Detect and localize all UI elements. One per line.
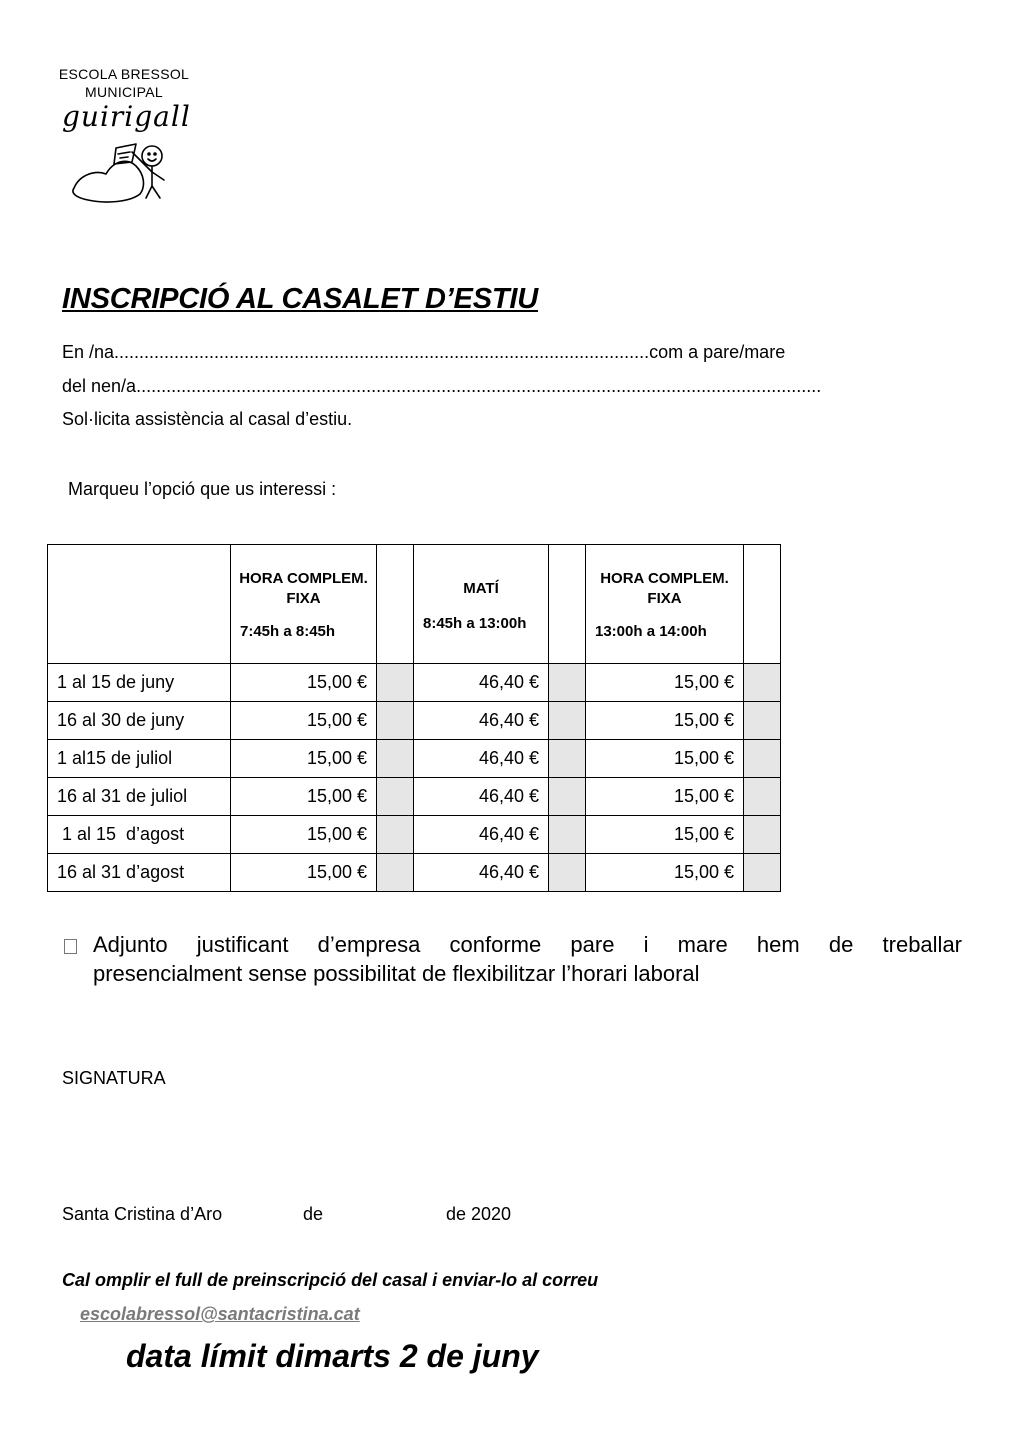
early-option-checkbox[interactable]	[377, 702, 414, 740]
parent-name-line: En /na...........................................................................................................com a pare/mare	[62, 342, 786, 362]
period-cell: 1 al 15 de juny	[48, 664, 231, 702]
table-row	[48, 702, 781, 740]
early-option-checkbox[interactable]	[377, 778, 414, 816]
morning-option-checkbox[interactable]	[549, 664, 586, 702]
child-name-line: del nen/a.........................................................................................................................................	[62, 376, 822, 396]
late-price-cell: 15,00 €	[586, 854, 744, 892]
morning-option-checkbox[interactable]	[549, 740, 586, 778]
instruction-line: Marqueu l’opció que us interessi :	[68, 479, 337, 499]
employer-proof-text-line1: Adjunto justificant d’empresa conforme pare i mare hem de treballar	[93, 932, 962, 957]
logo-script-name: guirigall	[62, 100, 191, 133]
place-text: Santa Cristina d’Aro	[62, 1204, 223, 1224]
late-option-checkbox[interactable]	[744, 816, 781, 854]
header-morning-title: MATÍ	[463, 580, 499, 597]
table-row	[48, 816, 781, 854]
early-price-cell: 15,00 €	[231, 778, 377, 816]
table-row	[48, 778, 781, 816]
early-price-cell: 15,00 €	[231, 854, 377, 892]
early-price-cell: 15,00 €	[231, 702, 377, 740]
late-price-cell: 15,00 €	[586, 664, 744, 702]
header-checkbox-cell	[744, 545, 781, 664]
employer-proof-text-line2: presencialment sense possibilitat de flexibilitzar l’horari laboral	[93, 961, 700, 986]
header-late-time: 13:00h a 14:00h	[595, 623, 707, 640]
header-early-time: 7:45h a 8:45h	[240, 623, 336, 640]
employer-proof-option	[62, 930, 962, 988]
date-year-text: de 2020	[446, 1204, 512, 1224]
period-cell: 1 al15 de juliol	[48, 740, 231, 778]
early-option-checkbox[interactable]	[377, 816, 414, 854]
header-empty-cell	[48, 545, 231, 664]
table-row	[48, 854, 781, 892]
header-early	[231, 545, 377, 664]
employer-proof-checkbox[interactable]	[64, 939, 77, 954]
morning-option-checkbox[interactable]	[549, 702, 586, 740]
header-early-title: HORA COMPLEM. FIXA	[239, 570, 368, 607]
period-cell: 16 al 31 d’agost	[48, 854, 231, 892]
morning-option-checkbox[interactable]	[549, 778, 586, 816]
logo-municipal: MUNICIPAL	[85, 84, 163, 100]
late-price-cell: 15,00 €	[586, 816, 744, 854]
late-option-checkbox[interactable]	[744, 854, 781, 892]
morning-price-cell: 46,40 €	[414, 778, 549, 816]
header-morning-time: 8:45h a 13:00h	[423, 615, 527, 632]
morning-price-cell: 46,40 €	[414, 664, 549, 702]
late-option-checkbox[interactable]	[744, 702, 781, 740]
late-option-checkbox[interactable]	[744, 740, 781, 778]
logo-child-drawing-icon	[66, 130, 176, 206]
late-option-checkbox[interactable]	[744, 778, 781, 816]
early-price-cell: 15,00 €	[231, 740, 377, 778]
signature-label: SIGNATURA	[62, 1068, 166, 1088]
early-option-checkbox[interactable]	[377, 854, 414, 892]
logo-school-name: ESCOLA BRESSOL	[58, 66, 190, 82]
morning-price-cell: 46,40 €	[414, 740, 549, 778]
table-row	[48, 740, 781, 778]
period-cell: 16 al 31 de juliol	[48, 778, 231, 816]
morning-price-cell: 46,40 €	[414, 816, 549, 854]
email-link[interactable]: escolabressol@santacristina.cat	[80, 1304, 360, 1324]
period-cell: 1 al 15 d’agost	[48, 816, 231, 854]
morning-price-cell: 46,40 €	[414, 854, 549, 892]
header-late-title: HORA COMPLEM. FIXA	[600, 570, 729, 607]
period-cell: 16 al 30 de juny	[48, 702, 231, 740]
early-price-cell: 15,00 €	[231, 664, 377, 702]
page-title: INSCRIPCIÓ AL CASALET D’ESTIU	[62, 283, 538, 315]
late-option-checkbox[interactable]	[744, 664, 781, 702]
fees-table	[47, 544, 781, 892]
late-price-cell: 15,00 €	[586, 740, 744, 778]
table-header-row	[48, 545, 781, 664]
table-row	[48, 664, 781, 702]
early-option-checkbox[interactable]	[377, 740, 414, 778]
morning-option-checkbox[interactable]	[549, 816, 586, 854]
request-line: Sol·licita assistència al casal d’estiu.	[62, 409, 353, 429]
morning-price-cell: 46,40 €	[414, 702, 549, 740]
header-morning	[414, 545, 549, 664]
early-price-cell: 15,00 €	[231, 816, 377, 854]
late-price-cell: 15,00 €	[586, 778, 744, 816]
late-price-cell: 15,00 €	[586, 702, 744, 740]
header-late	[586, 545, 744, 664]
submission-note: Cal omplir el full de preinscripció del casal i enviar-lo al correu	[62, 1270, 599, 1290]
early-option-checkbox[interactable]	[377, 664, 414, 702]
date-de-text: de	[303, 1204, 324, 1224]
header-checkbox-cell	[549, 545, 586, 664]
header-checkbox-cell	[377, 545, 414, 664]
deadline-text: data límit dimarts 2 de juny	[126, 1338, 539, 1374]
morning-option-checkbox[interactable]	[549, 854, 586, 892]
